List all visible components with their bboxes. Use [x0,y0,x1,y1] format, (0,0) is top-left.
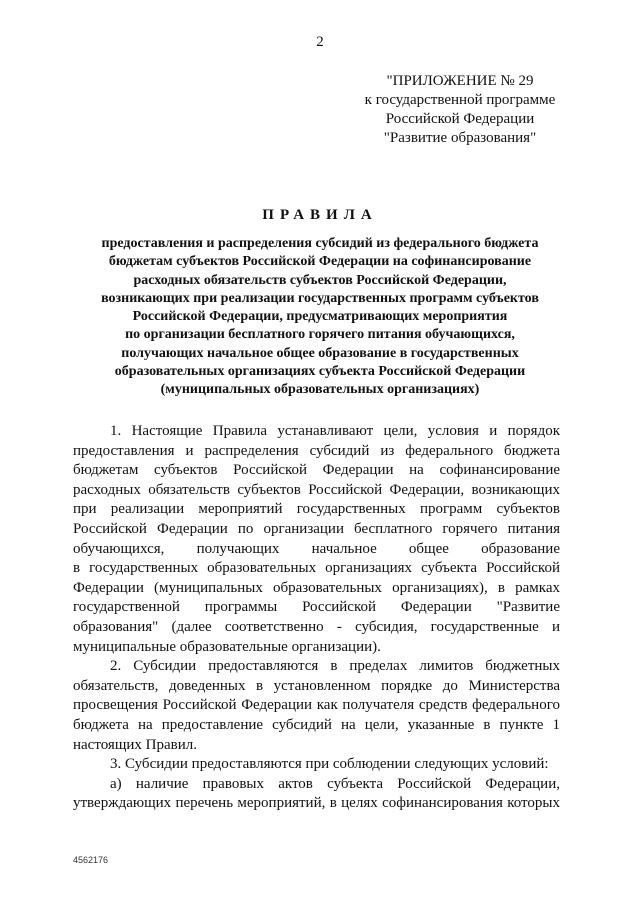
subtitle-line: возникающих при реализации государственных программ субъектов [101,290,539,306]
text-line: 2. Субсидии предоставляются в пределах лимитов бюджетных [110,658,560,675]
text-line: бюджета на предоставление субсидий на цели, указанные в пункте 1 [73,716,560,733]
paragraph-3a [73,775,560,814]
text-line: государственной программы Российской Федерации "Развитие [73,599,560,616]
subtitle-line: образовательных организациях субъекта Российской Федерации [114,364,526,380]
text-line: в государственных образовательных организациях субъекта Российской [73,560,560,577]
text-line: бюджетам субъектов Российской Федерации на софинансирование [73,462,560,479]
subtitle-line: по организации бесплатного горячего питания обучающихся, [125,327,515,343]
text-line: просвещения Российской Федерации как получателя средств федерального [73,697,560,714]
subtitle-line: получающих начальное общее образование в государственных [121,345,519,361]
paragraph-3 [73,755,560,775]
text-line: расходных обязательств субъектов Российской Федерации, возникающих [73,481,560,498]
text-line: обязательств, доведенных в установленном порядке до Министерства [73,677,560,694]
text-line: муниципальные образовательные организации). [73,638,381,655]
text-line: образования" (далее соответственно - субсидия, государственные и [73,618,560,635]
text-line: Федерации (муниципальных образовательных организациях), в рамках [73,579,560,596]
paragraph-1 [73,422,560,657]
footer-code: 4562176 [73,855,109,865]
appendix-header [330,72,590,148]
document-body [73,422,560,814]
subtitle-line: предоставления и распределения субсидий из федерального бюджета [101,236,539,251]
text-line: при реализации мероприятий государственных программ субъектов [73,501,560,518]
subtitle-line: Российской Федерации, предусматривающих мероприятия [132,309,508,325]
appendix-line: "Развитие образования" [383,130,537,146]
document-subtitle [60,235,580,400]
subtitle-line: (муниципальных образовательных организациях) [160,382,480,398]
text-line: настоящих Правил. [73,736,197,753]
text-line: Российской Федерации по организации бесплатного горячего питания [73,520,560,537]
document-title: ПРАВИЛА [262,207,378,223]
text-line: а) наличие правовых актов субъекта Российской Федерации, [110,775,560,792]
subtitle-line: бюджетам субъектов Российской Федерации на софинансирование [108,254,532,270]
page-number: 2 [316,34,324,50]
appendix-line: "ПРИЛОЖЕНИЕ № 29 [386,73,534,89]
text-line: 3. Субсидии предоставляются при соблюдении следующих условий: [110,756,549,773]
appendix-line: к государственной программе [364,92,556,108]
text-line: утверждающих перечень мероприятий, в целях софинансирования которых [73,795,560,812]
text-line: обучающихся, получающих начальное общее образование [73,540,560,557]
text-line: 1. Настоящие Правила устанавливают цели, условия и порядок [110,423,560,439]
paragraph-2 [73,657,560,755]
text-line: предоставления и распределения субсидий из федерального бюджета [73,442,560,459]
appendix-line: Российской Федерации [385,111,535,127]
subtitle-line: расходных обязательств субъектов Российской Федерации, [133,272,507,288]
